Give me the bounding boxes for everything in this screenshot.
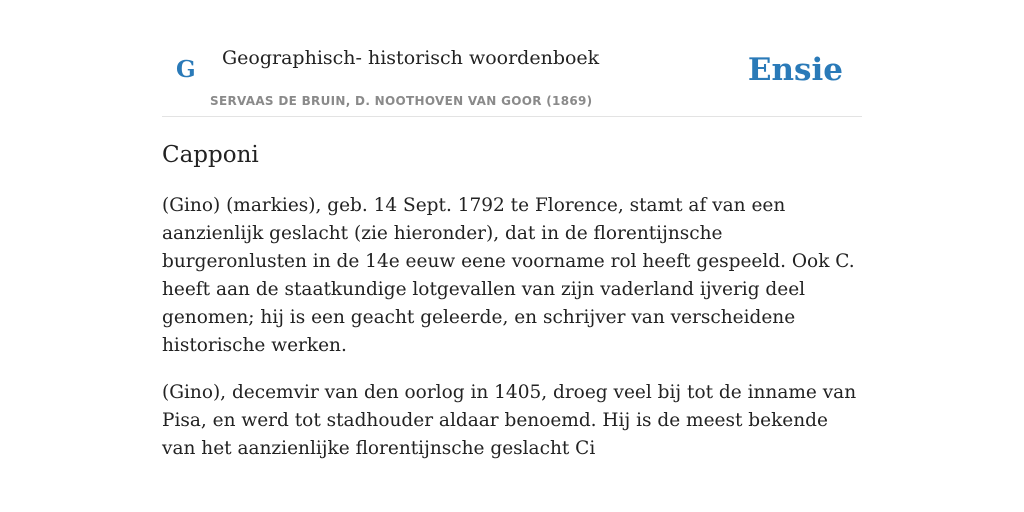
book-header [162, 0, 862, 117]
entry-paragraph: (Gino) (markies), geb. 14 Sept. 1792 te Florence, stamt af van een aanzienlijk geslacht (zie hieronder), dat in de florentijnsche burgeronlusten in de 14e eeuw eene voorname rol heeft gespeeld. Ook C. heeft aan de staatkundige lotgevallen van zijn vaderland ijverig deel genomen; hij is een geacht geleerde, en schrijver van verscheidene historische werken. [162, 195, 855, 356]
entry-paragraph: (Gino), decemvir van den oorlog in 1405, droeg veel bij tot de inname van Pisa, en werd tot stadhouder aldaar benoemd. Hij is de meest bekende van het aanzienlijke florentijnsche geslacht Ci [162, 382, 857, 459]
ensie-logo[interactable]: Ensie [747, 52, 843, 88]
book-title-link[interactable]: Geographisch- historisch woordenboek [222, 47, 600, 69]
book-author: SERVAAS DE BRUIN, D. NOOTHOVEN VAN GOOR (1869) [210, 94, 593, 108]
entry-title: Capponi [162, 142, 259, 168]
page-container [162, 0, 862, 459]
book-letter-icon[interactable]: G [176, 56, 196, 83]
entry-body [162, 192, 862, 482]
